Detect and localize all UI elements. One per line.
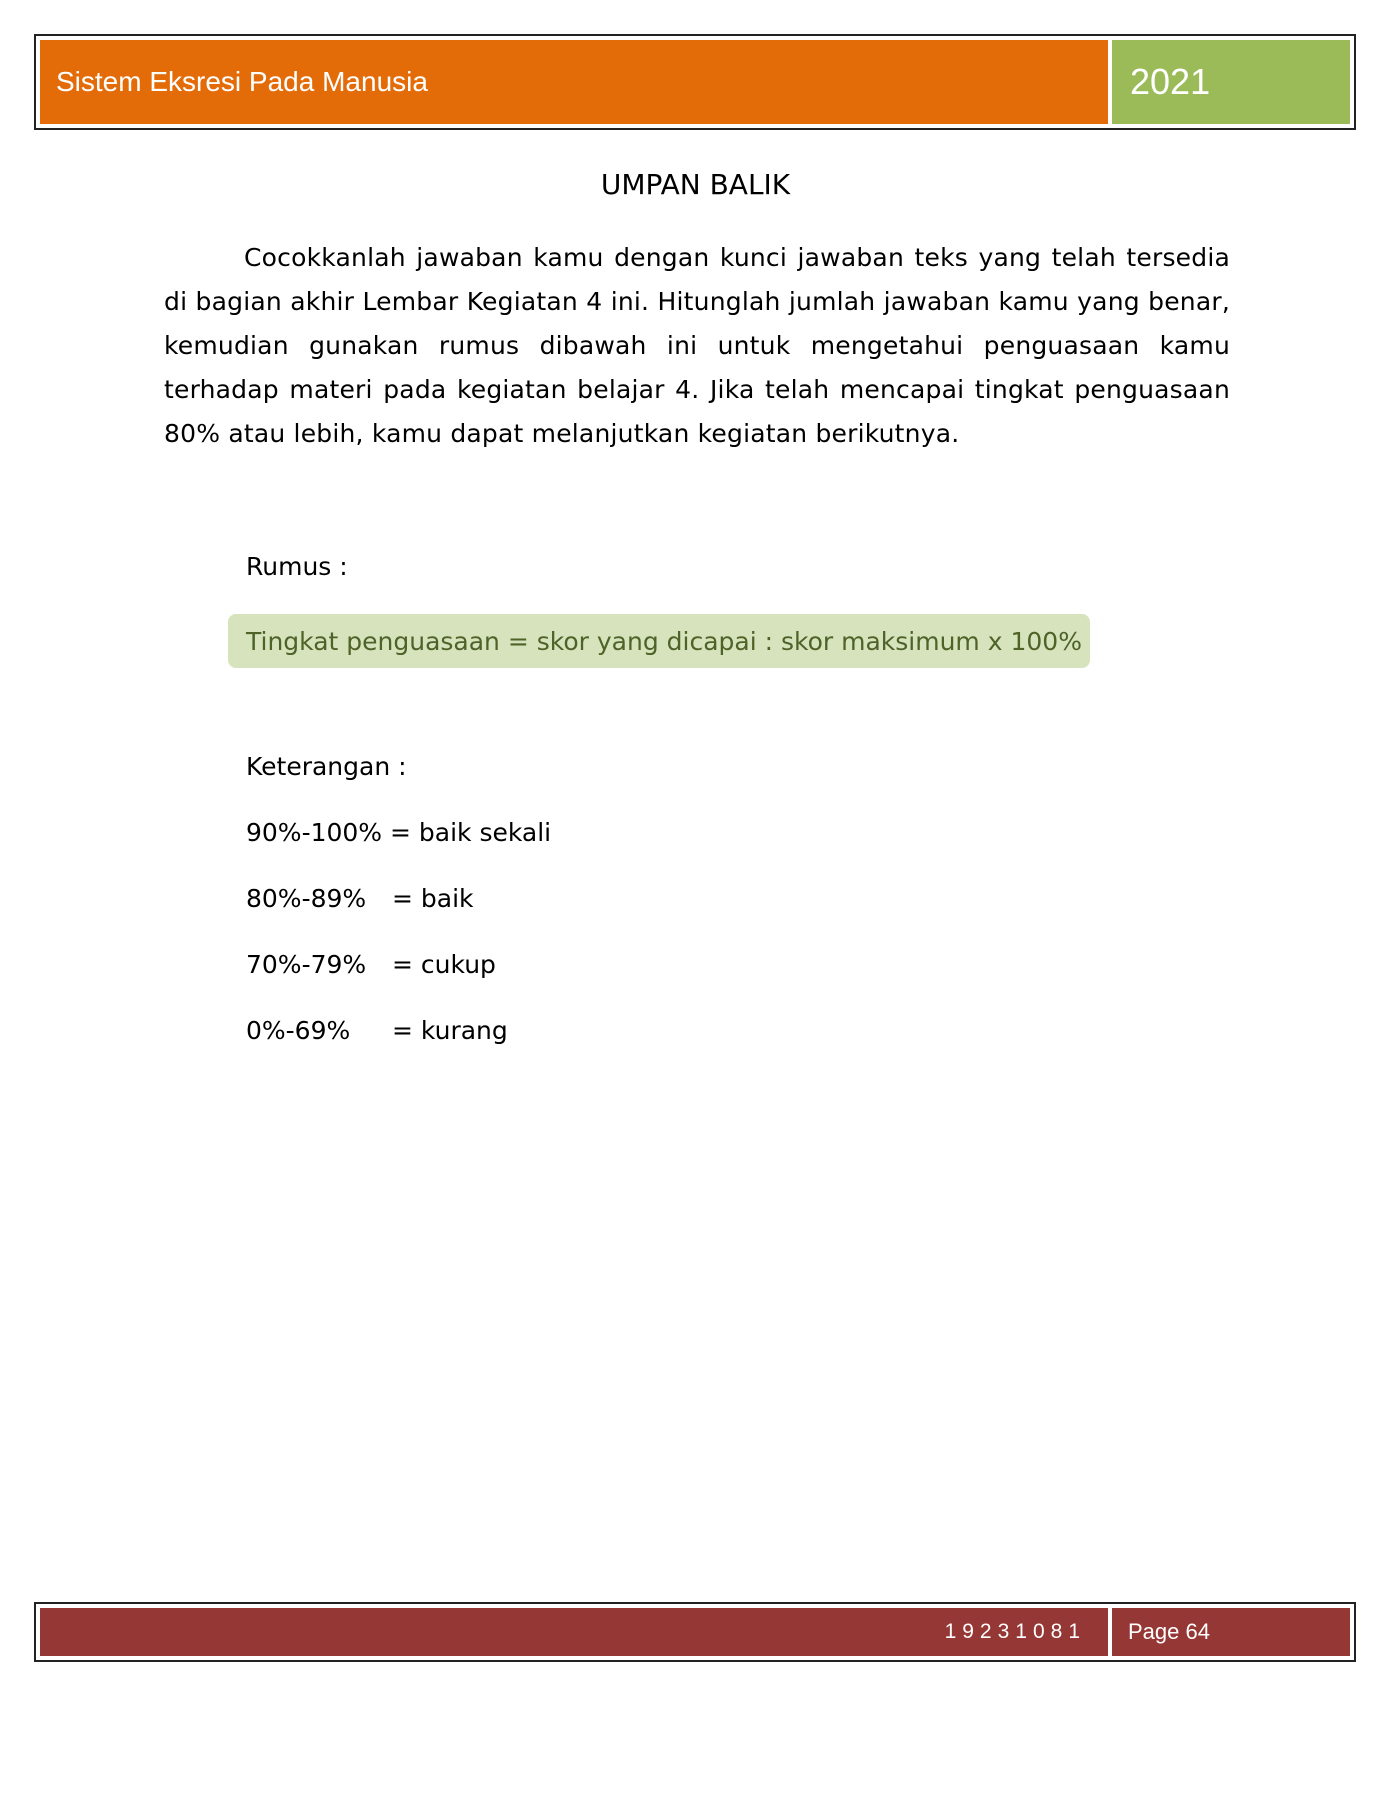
intro-paragraph: Cocokkanlah jawaban kamu dengan kunci jawaban teks yang telah tersedia di bagian akhir Lembar Kegiatan 4 ini. Hitunglah jumlah jawaban kamu yang benar, kemudian gunakan rumus dibawah ini untuk mengetahui penguasaan kamu terhadap materi pada kegiatan belajar 4. Jika telah mencapai tingkat penguasaan 80% atau lebih, kamu dapat melanjutkan kegiatan berikutnya. xyxy=(164,243,1230,448)
legend-desc: = cukup xyxy=(392,950,496,979)
formula-box xyxy=(228,614,1090,668)
legend-desc: = baik xyxy=(392,884,474,913)
legend-row xyxy=(246,950,496,979)
legend-row xyxy=(246,818,551,847)
page-header xyxy=(34,34,1356,130)
legend-row xyxy=(246,884,474,913)
footer-id: 19231081 xyxy=(40,1608,1108,1656)
legend-desc: = kurang xyxy=(392,1016,508,1045)
legend-desc: = baik sekali xyxy=(390,818,552,847)
legend-range: 0%-69% xyxy=(246,1016,351,1045)
page-heading: UMPAN BALIK xyxy=(600,168,791,201)
rumus-label: Rumus : xyxy=(246,552,348,581)
legend-range: 80%-89% xyxy=(246,884,367,913)
formula-text: Tingkat penguasaan = skor yang dicapai : skor maksimum x 100% xyxy=(246,626,1082,656)
page-footer xyxy=(34,1602,1356,1662)
footer-page-number: Page 64 xyxy=(1112,1608,1350,1656)
keterangan-label: Keterangan : xyxy=(246,752,407,781)
header-year: 2021 xyxy=(1112,40,1350,124)
header-title: Sistem Eksresi Pada Manusia xyxy=(40,40,1108,124)
legend-range: 90%-100% xyxy=(246,818,383,847)
legend-row xyxy=(246,1016,508,1045)
legend-range: 70%-79% xyxy=(246,950,367,979)
